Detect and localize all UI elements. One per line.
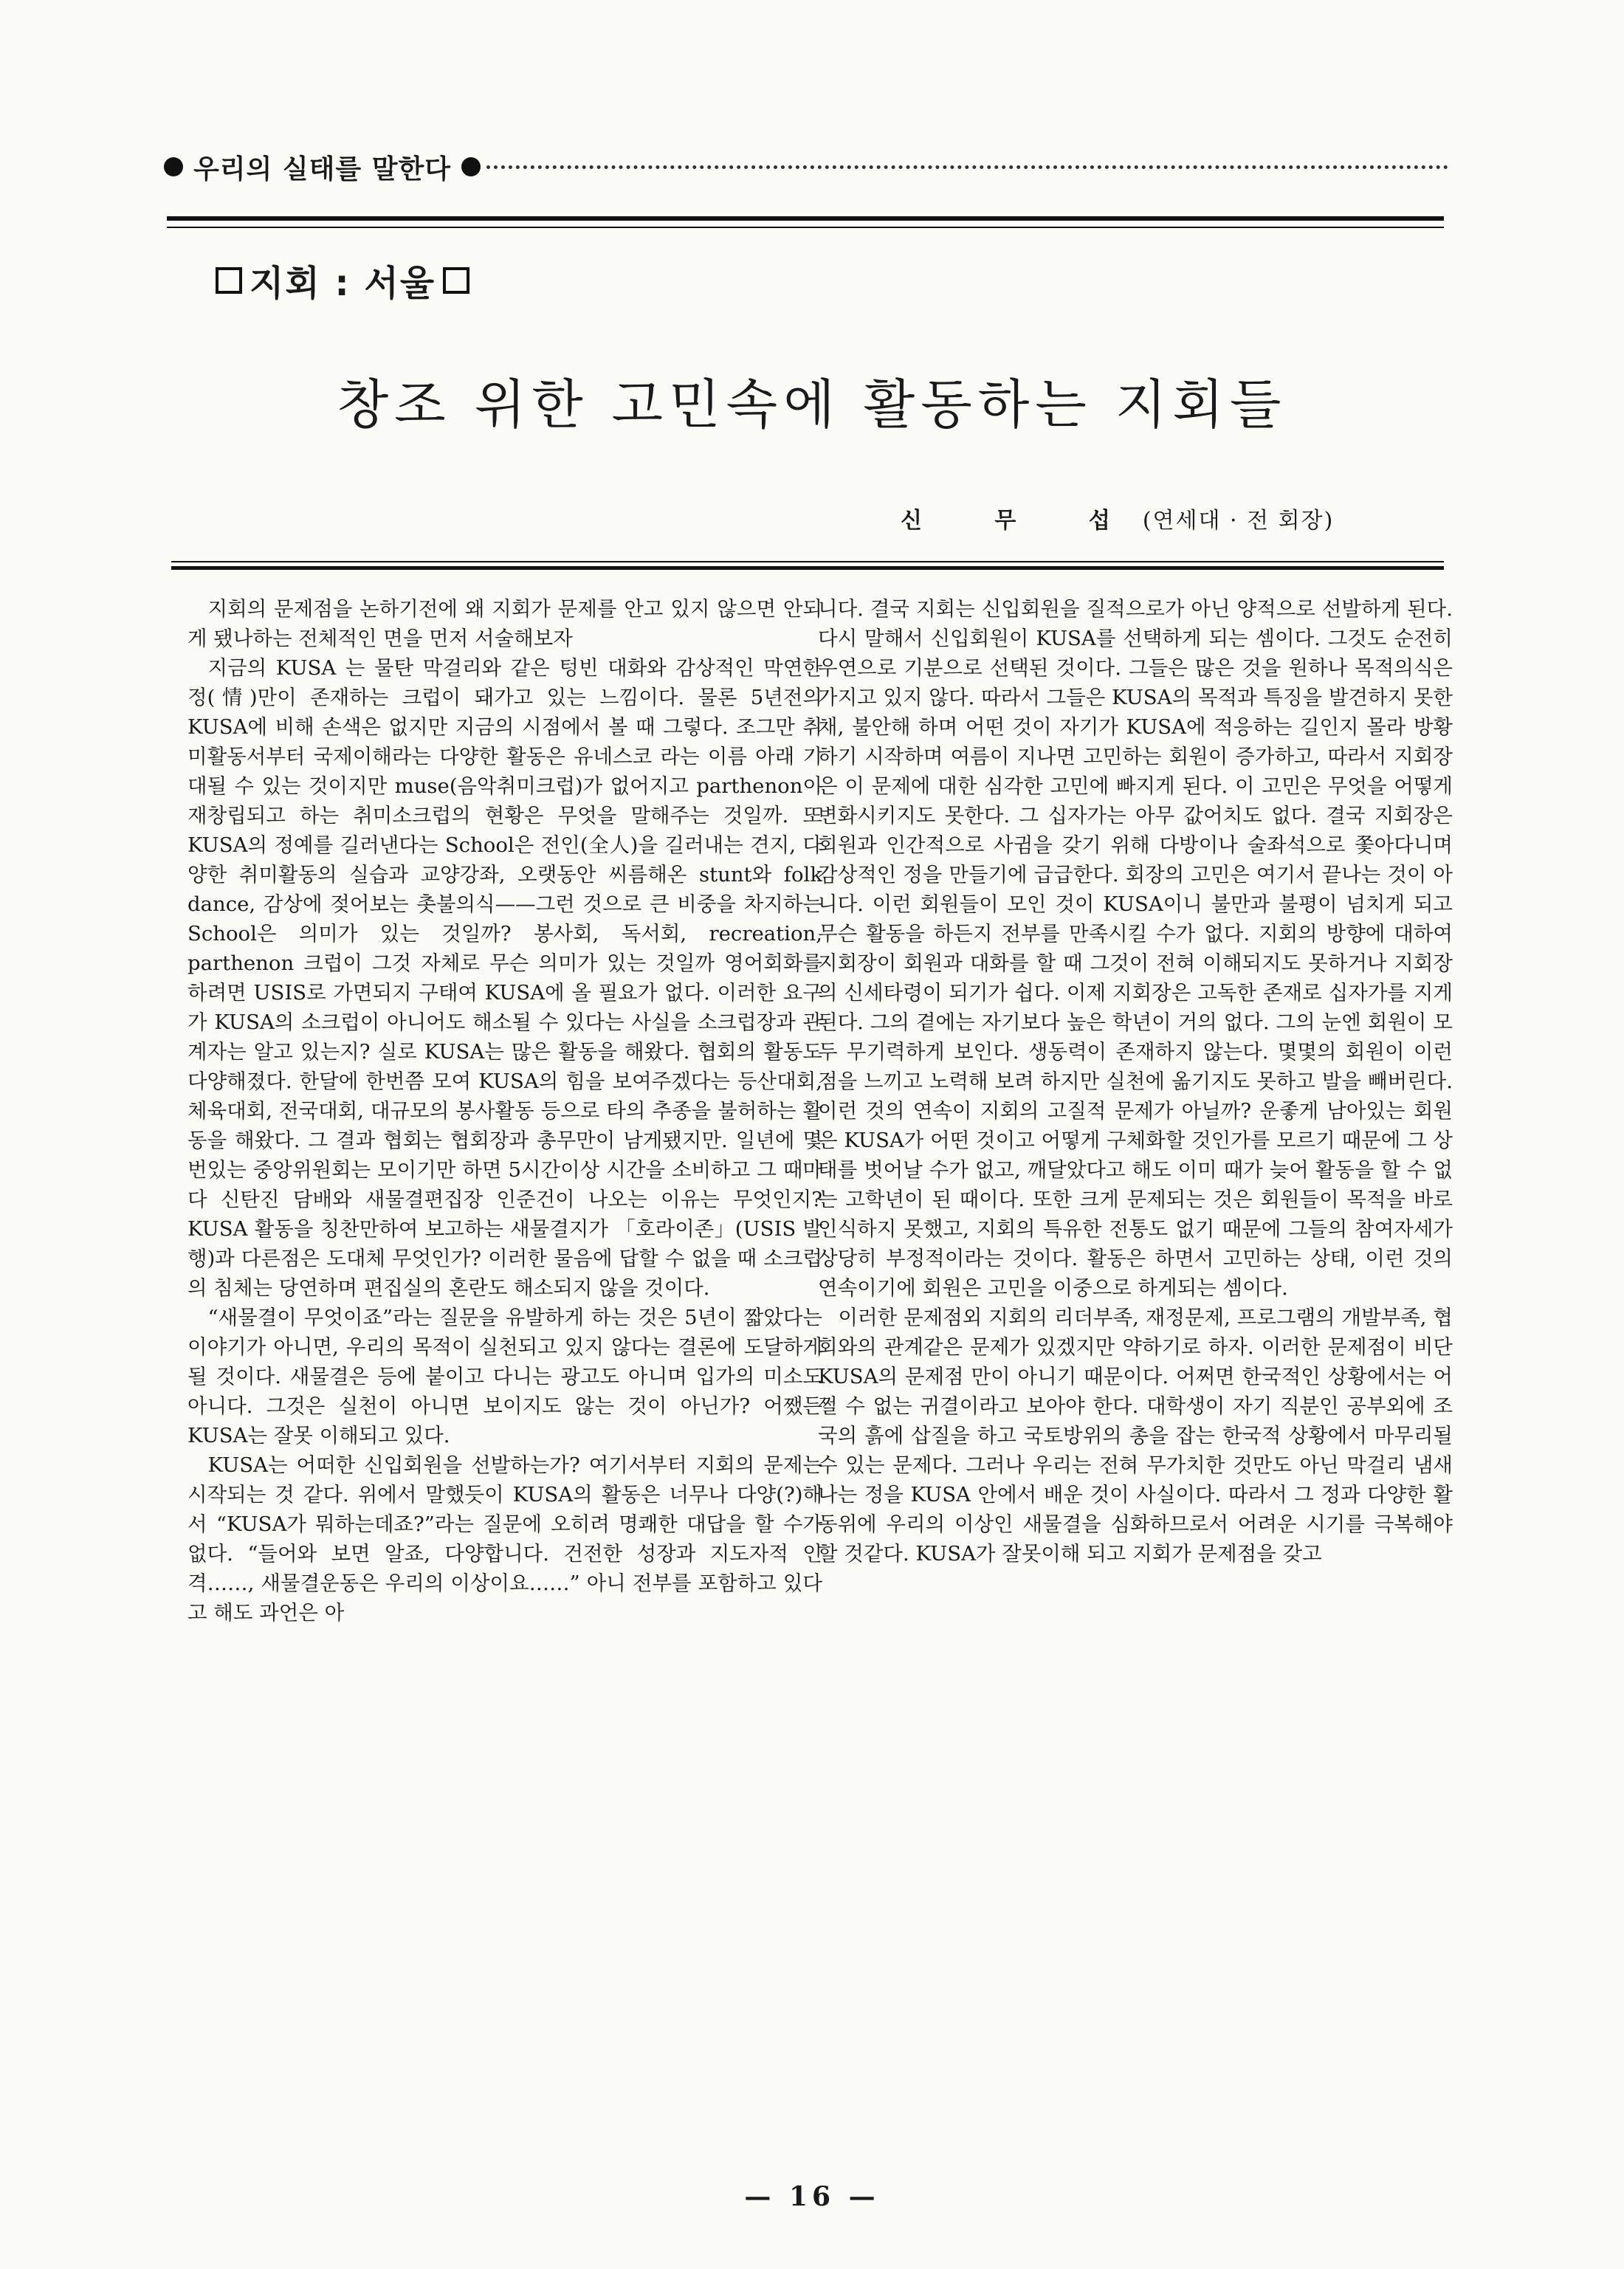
paragraph: 지회의 문제점을 논하기전에 왜 지회가 문제를 안고 있지 않으면 안되게 됐나하는 전체적인 면을 먼저 서술해보자: [187, 597, 822, 650]
open-square-icon: [443, 267, 469, 294]
author-name: 신 무 섭: [901, 508, 1143, 534]
header-divider: [167, 216, 1444, 228]
open-square-icon: [216, 267, 242, 294]
bullet-dot-icon: [164, 157, 183, 176]
page-number: — 16 —: [744, 2181, 880, 2212]
right-column: [818, 594, 1453, 2070]
byline: [901, 502, 1417, 534]
left-column: [187, 594, 822, 2070]
section-label: [208, 255, 477, 306]
dotted-leader-line: [486, 165, 1448, 169]
series-header: [164, 145, 1448, 189]
paragraph: “새물결이 무엇이죠”라는 질문을 유발하게 하는 것은 5년이 짧았다는 이야기가 아니면, 우리의 목적이 실천되고 있지 않다는 결론에 도달하게 될 것이다. 새물결은 등에 붙이고 다니는 광고도 아니며 입가의 미소도 아니다. 그것은 실천이 아니면 보이지도 않는 것이 아닌가? 어쨌든 KUSA는 잘못 이해되고 있다.: [187, 1306, 822, 1447]
paragraph: 니다. 결국 지회는 신입회원을 질적으로가 아닌 양적으로 선발하게 된다. 다시 말해서 신입회원이 KUSA를 선택하게 되는 셈이다. 그것도 순전히 우연으로 기분으로 선택된 것이다. 그들은 많은 것을 원하나 목적의식은 가지고 있지 않다. 따라서 그들은 KUSA의 목적과 특징을 발견하지 못한 채, 불안해 하며 어떤 것이 자기가 KUSA에 적응하는 길인지 몰라 방황하기 시작하며 여름이 지나면 고민하는 회원이 증가하고, 따라서 지회장은 이 문제에 대한 심각한 고민에 빠지게 된다. 이 고민은 무엇을 어떻게 변화시키지도 못한다. 그 십자가는 아무 값어치도 없다. 결국 지회장은 회원과 인간적으로 사귐을 갖기 위해 다방이나 술좌석으로 쫓아다니며 감상적인 정을 만들기에 급급한다. 회장의 고민은 여기서 끝나는 것이 아니다. 이런 회원들이 모인 것이 KUSA이니 불만과 불평이 넘치게 되고 무슨 활동을 하든지 전부를 만족시킬 수가 없다. 지회의 방향에 대하여 지회장이 회원과 대화를 할 때 그것이 전혀 이해되지도 못하거나 지회장의 신세타령이 되기가 쉽다. 이제 지회장은 고독한 존재로 십자가를 지게된다. 그의 곁에는 자기보다 높은 학년이 거의 없다. 그의 눈엔 회원이 모두 무기력하게 보인다. 생동력이 존재하지 않는다. 몇몇의 회원이 이런 점을 느끼고 노력해 보려 하지만 실천에 옮기지도 못하고 발을 빼버린다. 이런 것의 연속이 지회의 고질적 문제가 아닐까? 운좋게 남아있는 회원은 KUSA가 어떤 것이고 어떻게 구체화할 것인가를 모르기 때문에 그 상태를 벗어날 수가 없고, 깨달았다고 해도 이미 때가 늦어 활동을 할 수 없는 고학년이 된 때이다. 또한 크게 문제되는 것은 회원들이 목적을 바로 인식하지 못했고, 지회의 특유한 전통도 없기 때문에 그들의 참여자세가 상당히 부정적이라는 것이다. 활동은 하면서 고민하는 상태, 이런 것의 연속이기에 회원은 고민을 이중으로 하게되는 셈이다.: [818, 597, 1453, 1300]
section-label-text: 지회 : 서울: [250, 263, 436, 304]
article-headline: 창조 위한 고민속에 활동하는 지회들: [337, 373, 1287, 435]
byline-divider: [171, 561, 1444, 570]
paragraph: 지금의 KUSA 는 물탄 막걸리와 같은 텅빈 대화와 감상적인 막연한 정(情)만이 존재하는 크럽이 돼가고 있는 느낌이다. 물론 5년전의 KUSA에 비해 손색은 없지만 지금의 시점에서 볼 때 그렇다. 조그만 취미활동서부터 국제이해라는 다양한 활동은 유네스코 라는 이름 아래 기대될 수 있는 것이지만 muse(음악취미크럽)가 없어지고 parthenon이 재창립되고 하는 취미소크럽의 현황은 무엇을 말해주는 것일까. 또 KUSA의 정예를 길러낸다는 School은 전인(全人)을 길러내는 견지, 다양한 취미활동의 실습과 교양강좌, 오랫동안 씨름해온 stunt와 folk dance, 감상에 젖어보는 촛불의식——그런 것으로 큰 비중을 차지하는 School은 의미가 있는 것일까? 봉사회, 독서회, recreation, parthenon 크럽이 그것 자체로 무슨 의미가 있는 것일까 영어회화를 하려면 USIS로 가면되지 구태여 KUSA에 올 필요가 없다. 이러한 요구가 KUSA의 소크럽이 아니어도 해소될 수 있다는 사실을 소크럽장과 관계자는 알고 있는지? 실로 KUSA는 많은 활동을 해왔다. 협회의 활동도 다양해졌다. 한달에 한번쯤 모여 KUSA의 힘을 보여주겠다는 등산대회, 체육대회, 전국대회, 대규모의 봉사활동 등으로 타의 추종을 불허하는 활동을 해왔다. 그 결과 협회는 협회장과 총무만이 남게됐지만. 일년에 몇 번있는 중앙위원회는 모이기만 하면 5시간이상 시간을 소비하고 그 때마다 신탄진 담배와 새물결편집장 인준건이 나오는 이유는 무엇인지? KUSA 활동을 칭찬만하여 보고하는 새물결지가 「호라이존」(USIS 발행)과 다른점은 도대체 무엇인가? 이러한 물음에 답할 수 없을 때 소크럽의 침체는 당연하며 편집실의 혼란도 해소되지 않을 것이다.: [187, 656, 822, 1300]
paragraph: 이러한 문제점외 지회의 리더부족, 재정문제, 프로그램의 개발부족, 협회와의 관계같은 문제가 있겠지만 약하기로 하자. 이러한 문제점이 비단 KUSA의 문제점 만이 아니기 때문이다. 어쩌면 한국적인 상황에서는 어쩔 수 없는 귀결이라고 보아야 한다. 대학생이 자기 직분인 공부외에 조국의 흙에 삽질을 하고 국토방위의 총을 잡는 한국적 상황에서 마무리될 수 있는 문제다. 그러나 우리는 전혀 무가치한 것만도 아닌 막걸리 냄새나는 정을 KUSA 안에서 배운 것이 사실이다. 따라서 그 정과 다양한 활동위에 우리의 이상인 새물결을 심화하므로서 어려운 시기를 극복해야 할 것같다. KUSA가 잘못이해 되고 지회가 문제점을 갖고: [818, 1306, 1453, 1566]
paragraph: KUSA는 어떠한 신입회원을 선발하는가? 여기서부터 지회의 문제는 시작되는 것 같다. 위에서 말했듯이 KUSA의 활동은 너무나 다양(?)해서 “KUSA가 뭐하는데죠?”라는 질문에 오히려 명쾌한 대답을 할 수가 없다. “들어와 보면 알죠, 다양합니다. 건전한 성장과 지도자적 인격……, 새물결운동은 우리의 이상이요……” 아니 전부를 포함하고 있다고 해도 과언은 아: [187, 1453, 822, 1625]
author-affiliation: (연세대 · 전 회장): [1142, 508, 1335, 534]
series-title: 우리의 실태를 말한다: [193, 154, 452, 185]
bullet-dot-icon: [461, 157, 481, 176]
